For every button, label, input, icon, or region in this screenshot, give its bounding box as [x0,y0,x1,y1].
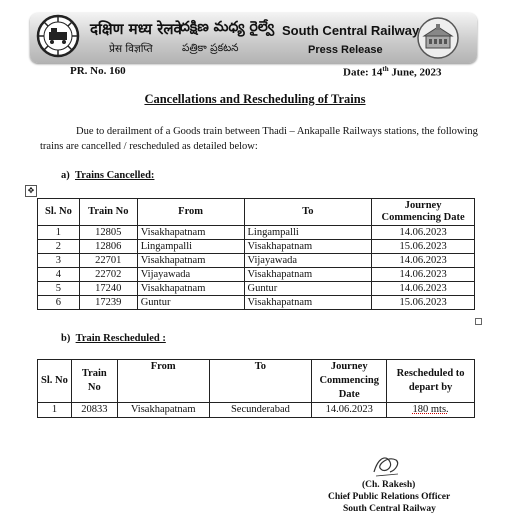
cell-train-no: 12806 [79,240,137,254]
rescheduled-trains-table [37,359,475,418]
cell-date: 15.06.2023 [372,296,475,310]
cell-train-no: 20833 [71,403,117,418]
table-row [38,282,475,296]
header-rescheduled-by: Rescheduled to depart by [387,360,475,403]
cell-date: 14.06.2023 [312,403,387,418]
cell-train-no: 17239 [79,296,137,310]
header-to: To [209,360,312,403]
header-from: From [137,199,244,226]
date-suffix: June, 2023 [388,66,442,79]
cell-sl-no: 6 [38,296,80,310]
press-release-telugu: పత్రికా ప్రకటన [182,42,239,54]
section-b-label: Train Rescheduled : [75,333,166,344]
cell-date: 14.06.2023 [372,268,475,282]
cell-to: Visakhapatnam [244,240,372,254]
cell-from: Visakhapatnam [137,282,244,296]
cell-to: Visakhapatnam [244,296,372,310]
cell-train-no: 22701 [79,254,137,268]
cancelled-trains-table [37,198,475,310]
railway-name-english: South Central Railway [282,23,420,38]
press-release-hindi: प्रेस विज्ञप्ति [109,43,153,55]
cell-train-no: 22702 [79,268,137,282]
section-a-label: Trains Cancelled: [75,170,155,181]
railway-station-emblem-icon [416,16,460,60]
cell-to: Lingampalli [244,226,372,240]
signatory-title: Chief Public Relations Officer [328,492,451,502]
cell-sl-no: 2 [38,240,80,254]
cell-date: 14.06.2023 [372,254,475,268]
cell-to: Secunderabad [209,403,312,418]
cell-to: Visakhapatnam [244,268,372,282]
table-row [38,254,475,268]
header-train-no: Train No [79,199,137,226]
cell-sl-no: 4 [38,268,80,282]
release-date [343,65,442,79]
date-prefix: Date: 14 [343,66,383,79]
cell-from: Lingampalli [137,240,244,254]
cell-to: Vijayawada [244,254,372,268]
section-a-heading [61,170,154,181]
table-row [38,226,475,240]
cell-sl-no: 1 [38,403,72,418]
cell-date: 14.06.2023 [372,282,475,296]
cell-train-no: 17240 [79,282,137,296]
cell-date: 15.06.2023 [372,240,475,254]
section-a-marker: a) [61,170,70,181]
railway-name-telugu: దక్షిణ మధ్య రైల్వే [180,19,275,35]
header-sl-no: Sl. No [38,360,72,403]
intro-paragraph: Due to derailment of a Goods train between Thadi – Ankapalle Railways stations, the following trains are cancelled / rescheduled as detailed below: [40,126,478,152]
table-resize-handle[interactable] [475,318,482,325]
cell-date: 14.06.2023 [372,226,475,240]
cell-from: Visakhapatnam [117,403,209,418]
cell-reschedule-time [387,403,475,418]
header-from: From [117,360,209,403]
cell-from: Guntur [137,296,244,310]
cell-from: Vijayawada [137,268,244,282]
header-journey-date: Journey Commencing Date [372,199,475,226]
reschedule-time-text: 180 mts. [412,404,449,415]
table-row [38,240,475,254]
table-row [38,296,475,310]
cell-to: Guntur [244,282,372,296]
table-header-row [38,360,475,403]
header-train-no: Train No [71,360,117,403]
indian-railways-logo-icon [36,14,80,58]
section-b-marker: b) [61,333,71,344]
signatory-name: (Ch. Rakesh) [362,480,416,490]
pr-number: PR. No. 160 [70,65,126,77]
cell-from: Visakhapatnam [137,254,244,268]
section-b-heading [61,333,166,344]
press-release-english: Press Release [308,44,383,56]
header-to: To [244,199,372,226]
table-header-row [38,199,475,226]
cell-sl-no: 5 [38,282,80,296]
header-journey-date: Journey Commencing Date [312,360,387,403]
table-row [38,403,475,418]
table-row [38,268,475,282]
cell-sl-no: 1 [38,226,80,240]
date-ordinal: th [382,65,389,73]
railway-name-hindi: दक्षिण मध्य रेलवे [90,20,182,38]
page-title: Cancellations and Rescheduling of Trains [144,92,366,106]
header-sl-no: Sl. No [38,199,80,226]
signature-mark-icon [370,450,402,480]
signatory-org: South Central Railway [343,504,436,514]
cell-train-no: 12805 [79,226,137,240]
cell-sl-no: 3 [38,254,80,268]
table-move-handle-icon[interactable]: ✥ [25,185,37,197]
cell-from: Visakhapatnam [137,226,244,240]
